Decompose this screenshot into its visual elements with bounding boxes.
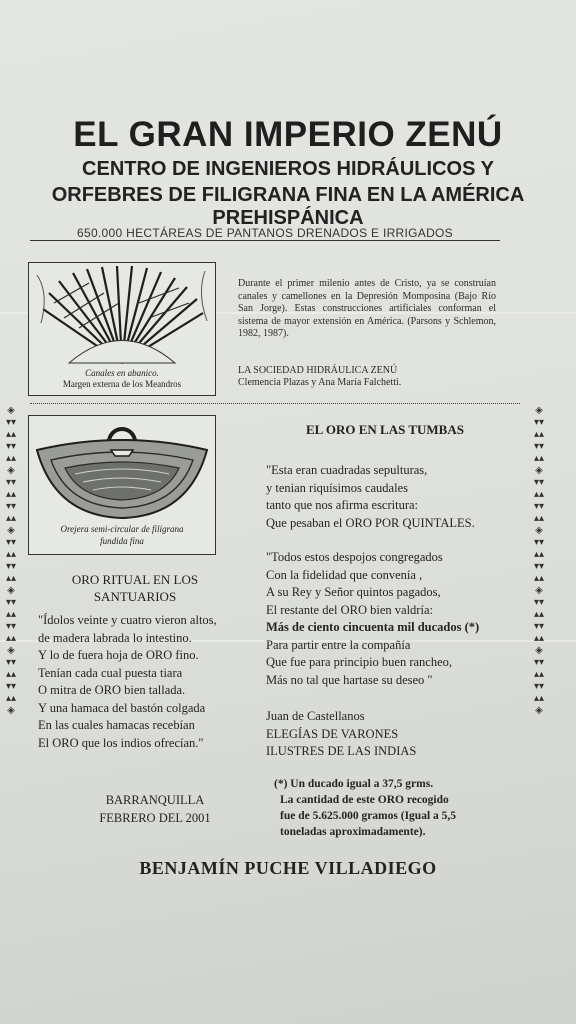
section-divider [30,403,520,404]
date: FEBRERO DEL 2001 [99,810,211,825]
subtitle-line-3: PREHISPÁNICA [212,207,364,229]
ritual-heading-2: SANTUARIOS [93,589,177,604]
verse-line: Tenían cada cual puesta tiara [38,665,183,680]
attribution-work: ELEGÍAS DE VARONES [266,726,399,741]
footnote-line: toneladas aproximadamente). [280,826,426,838]
intro-source-1: LA SOCIEDAD HIDRÁULICA ZENÚ [238,365,398,376]
attribution-work: ILUSTRES DE LAS INDIAS [266,744,417,758]
verse-line: El ORO que los indios ofrecían." [38,735,204,750]
place-date [70,792,240,827]
verse-line: "Esta eran cuadradas sepulturas, [266,463,428,477]
verse-line: Que fue para principio buen rancheo, [266,655,453,669]
verse-line: y tenian riquísimos caudales [266,480,408,495]
right-decorative-border: ◈ ▾▾ ▴▴ ▾▾ ▴▴ ◈ ▾▾ ▴▴ ▾▾ ▴▴ ◈ ▾▾ ▴▴ ▾▾ ▴▴ ◈ ▾▾ ▴▴ ▾▾ ▴▴ ◈ ▾▾ ▴▴ ▾▾ ▴▴ ◈ [533,405,545,716]
intro-paragraph: Durante el primer milenio antes de Cristo, ya se construían canales y camellones en la Depresión Momposina (Bajo Río San Jorge). Estas construcciones artificiales conforman el sistema de mayor extensión en América. (Parsons y Schlemon, 1982, 1987). [238,278,496,339]
verse-line: Más no tal que hartase su deseo " [266,672,433,687]
author-signature: BENJAMÍN PUCHE VILLADIEGO [139,858,437,878]
verse-line: Que pesaban el ORO POR QUINTALES. [266,515,475,530]
footnote-line: fue de 5.625.000 gramos (Igual a 5,5 [280,810,457,822]
canals-illustration [29,263,215,369]
intro-source-2: Clemencia Plazas y Ana María Falchetti. [238,377,402,388]
subtitle-line-2: ORFEBRES DE FILIGRANA FINA EN LA AMÉRICA [51,184,525,206]
tumbas-stanza-1 [266,462,475,532]
verse-line: "Todos estos despojos congregados [266,550,443,564]
verse-line: En las cuales hamacas recebían [38,718,195,732]
ear-ornament-caption-1: Orejera semi-circular de filigrana [60,524,184,534]
verse-line: Y una hamaca del bastón colgada [38,700,206,715]
canals-caption-1: Canales en abanico. [85,368,159,378]
verse-line: El restante del ORO bien valdría: [266,602,433,617]
ear-ornament-caption-2: fundida fina [100,536,144,546]
ear-ornament-figure [28,415,216,555]
verse-line: Y lo de fuera hoja de ORO fino. [38,648,199,662]
verse-line: A su Rey y Señor quintos pagados, [266,585,441,599]
canals-figure [28,262,216,396]
verse-line: Para partir entre la compañía [266,637,411,652]
tumbas-attribution [266,708,416,761]
verse-line: O mitra de ORO bien tallada. [38,683,186,697]
footnote-line: La cantidad de este ORO recogido [280,794,449,806]
ritual-heading-1: ORO RITUAL EN LOS [71,572,199,587]
subtitle-line-1: CENTRO DE INGENIEROS HIDRÁULICOS Y [82,158,494,180]
verse-line: Más de ciento cincuenta mil ducados (*) [266,620,480,634]
verse-line: "Ídolos veinte y cuatro vieron altos, [38,613,217,627]
footnote-line: (*) Un ducado igual a 37,5 grms. [274,778,434,790]
attribution-author: Juan de Castellanos [266,709,365,723]
hectares-line: 650.000 HECTÁREAS DE PANTANOS DRENADOS E IRRIGADOS [30,226,500,241]
footnote [274,776,456,840]
tumbas-stanza-2 [266,549,479,689]
verse-line: de madera labrada lo intestino. [38,630,192,645]
place: BARRANQUILLA [105,793,205,807]
document-title: EL GRAN IMPERIO ZENÚ [73,115,503,154]
ear-ornament-illustration [29,416,215,520]
verse-line: tanto que nos afirma escritura: [266,498,419,512]
tumbas-heading: EL ORO EN LAS TUMBAS [306,422,464,437]
left-decorative-border: ◈ ▾▾ ▴▴ ▾▾ ▴▴ ◈ ▾▾ ▴▴ ▾▾ ▴▴ ◈ ▾▾ ▴▴ ▾▾ ▴▴ ◈ ▾▾ ▴▴ ▾▾ ▴▴ ◈ ▾▾ ▴▴ ▾▾ ▴▴ ◈ [5,405,17,716]
canals-caption-2: Margen externa de los Meandros [62,379,182,389]
verse-line: Con la fidelidad que convenía , [266,567,423,582]
ritual-verses [38,612,217,752]
